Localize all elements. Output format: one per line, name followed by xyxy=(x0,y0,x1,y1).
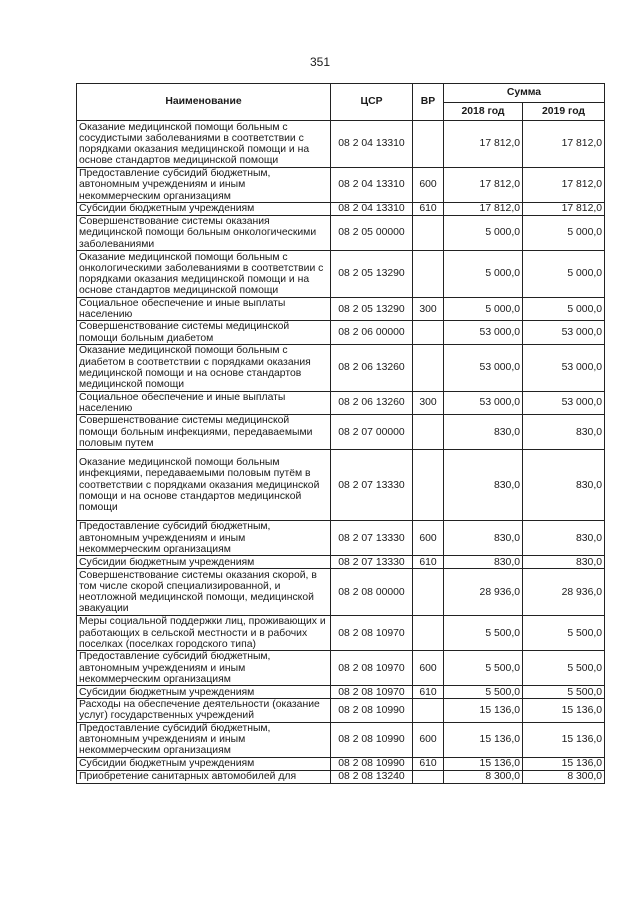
row-amount-2018: 17 812,0 xyxy=(444,121,523,168)
table-row xyxy=(77,391,605,414)
row-vr-code: 600 xyxy=(413,651,444,686)
row-vr-code: 610 xyxy=(413,556,444,569)
row-name: Предоставление субсидий бюджетным, автономным учреждениям и иным некоммерческим организациям xyxy=(77,521,331,556)
table-row xyxy=(77,699,605,722)
row-name: Совершенствование системы медицинской помощи больным диабетом xyxy=(77,321,331,344)
table-row xyxy=(77,770,605,783)
row-vr-code: 300 xyxy=(413,298,444,321)
row-name: Предоставление субсидий бюджетным, автономным учреждениям и иным некоммерческим организациям xyxy=(77,168,331,203)
table-row xyxy=(77,651,605,686)
row-csr-code: 08 2 04 13310 xyxy=(331,168,413,203)
table-row xyxy=(77,344,605,391)
row-amount-2018: 5 500,0 xyxy=(444,686,523,699)
row-amount-2019: 15 136,0 xyxy=(523,699,605,722)
row-csr-code: 08 2 08 10970 xyxy=(331,651,413,686)
row-vr-code xyxy=(413,321,444,344)
header-year-2019: 2019 год xyxy=(523,103,605,121)
table-header-row xyxy=(77,84,605,103)
row-name: Оказание медицинской помощи больным с онкологическими заболеваниями в соответствии с порядками оказания медицинской помощи и на основе стандартов медицинской помощи xyxy=(77,251,331,298)
row-csr-code: 08 2 07 00000 xyxy=(331,415,413,450)
row-vr-code xyxy=(413,251,444,298)
row-amount-2019: 17 812,0 xyxy=(523,121,605,168)
row-name: Совершенствование системы оказания скорой, в том числе скорой специализированной, и неотложной медицинской помощи, медицинской эвакуации xyxy=(77,569,331,616)
header-year-2018: 2018 год xyxy=(444,103,523,121)
row-name: Предоставление субсидий бюджетным, автономным учреждениям и иным некоммерческим организациям xyxy=(77,651,331,686)
row-vr-code xyxy=(413,699,444,722)
row-amount-2019: 5 000,0 xyxy=(523,298,605,321)
table-row xyxy=(77,168,605,203)
row-csr-code: 08 2 05 00000 xyxy=(331,216,413,251)
row-name: Оказание медицинской помощи больным с диабетом в соответствии с порядками оказания медицинской помощи и на основе стандартов медицинской помощи xyxy=(77,344,331,391)
row-name: Расходы на обеспечение деятельности (оказание услуг) государственных учреждений xyxy=(77,699,331,722)
row-csr-code: 08 2 08 10990 xyxy=(331,722,413,757)
row-amount-2018: 15 136,0 xyxy=(444,699,523,722)
row-vr-code xyxy=(413,415,444,450)
row-amount-2018: 15 136,0 xyxy=(444,757,523,770)
table-row xyxy=(77,298,605,321)
table-row xyxy=(77,521,605,556)
row-amount-2018: 5 500,0 xyxy=(444,616,523,651)
row-amount-2018: 28 936,0 xyxy=(444,569,523,616)
table-row xyxy=(77,216,605,251)
row-csr-code: 08 2 05 13290 xyxy=(331,298,413,321)
row-amount-2018: 5 500,0 xyxy=(444,651,523,686)
row-amount-2019: 17 812,0 xyxy=(523,203,605,216)
row-amount-2019: 5 000,0 xyxy=(523,251,605,298)
row-csr-code: 08 2 07 13330 xyxy=(331,450,413,521)
row-csr-code: 08 2 07 13330 xyxy=(331,556,413,569)
row-amount-2019: 53 000,0 xyxy=(523,321,605,344)
table-row xyxy=(77,415,605,450)
row-amount-2018: 15 136,0 xyxy=(444,722,523,757)
row-amount-2018: 53 000,0 xyxy=(444,344,523,391)
row-amount-2018: 830,0 xyxy=(444,450,523,521)
row-name: Совершенствование системы оказания медицинской помощи больным онкологическими заболеваниями xyxy=(77,216,331,251)
row-amount-2019: 15 136,0 xyxy=(523,757,605,770)
row-amount-2018: 17 812,0 xyxy=(444,168,523,203)
row-name: Социальное обеспечение и иные выплаты населению xyxy=(77,298,331,321)
header-sum: Сумма xyxy=(444,84,605,103)
row-vr-code: 600 xyxy=(413,521,444,556)
row-vr-code: 610 xyxy=(413,686,444,699)
row-csr-code: 08 2 04 13310 xyxy=(331,121,413,168)
row-amount-2019: 15 136,0 xyxy=(523,722,605,757)
row-vr-code xyxy=(413,450,444,521)
row-amount-2018: 53 000,0 xyxy=(444,391,523,414)
table-body xyxy=(77,121,605,784)
row-amount-2018: 17 812,0 xyxy=(444,203,523,216)
row-amount-2019: 53 000,0 xyxy=(523,391,605,414)
row-vr-code xyxy=(413,616,444,651)
row-vr-code: 300 xyxy=(413,391,444,414)
row-vr-code: 610 xyxy=(413,203,444,216)
row-amount-2018: 5 000,0 xyxy=(444,251,523,298)
row-name: Предоставление субсидий бюджетным, автономным учреждениям и иным некоммерческим организациям xyxy=(77,722,331,757)
row-vr-code xyxy=(413,121,444,168)
header-name: Наименование xyxy=(77,84,331,121)
row-vr-code xyxy=(413,216,444,251)
row-amount-2019: 5 000,0 xyxy=(523,216,605,251)
table-row xyxy=(77,321,605,344)
row-name: Субсидии бюджетным учреждениям xyxy=(77,686,331,699)
row-vr-code: 600 xyxy=(413,722,444,757)
row-amount-2018: 830,0 xyxy=(444,415,523,450)
page-number: 351 xyxy=(309,55,331,69)
table-row xyxy=(77,203,605,216)
row-csr-code: 08 2 08 10990 xyxy=(331,699,413,722)
table-row xyxy=(77,757,605,770)
row-csr-code: 08 2 06 00000 xyxy=(331,321,413,344)
row-vr-code xyxy=(413,770,444,783)
row-amount-2018: 8 300,0 xyxy=(444,770,523,783)
row-amount-2019: 8 300,0 xyxy=(523,770,605,783)
row-amount-2019: 5 500,0 xyxy=(523,651,605,686)
row-csr-code: 08 2 08 10970 xyxy=(331,686,413,699)
row-csr-code: 08 2 08 00000 xyxy=(331,569,413,616)
row-vr-code: 600 xyxy=(413,168,444,203)
table-row xyxy=(77,616,605,651)
row-name: Оказание медицинской помощи больным с сосудистыми заболеваниями в соответствии с порядками оказания медицинской помощи и на основе стандартов медицинской помощи xyxy=(77,121,331,168)
row-csr-code: 08 2 08 10990 xyxy=(331,757,413,770)
row-vr-code xyxy=(413,569,444,616)
row-name: Субсидии бюджетным учреждениям xyxy=(77,203,331,216)
row-amount-2019: 53 000,0 xyxy=(523,344,605,391)
row-amount-2019: 5 500,0 xyxy=(523,616,605,651)
row-name: Совершенствование системы медицинской помощи больным инфекциями, передаваемыми половым путем xyxy=(77,415,331,450)
header-vr: ВР xyxy=(413,84,444,121)
table-row xyxy=(77,450,605,521)
row-amount-2019: 830,0 xyxy=(523,450,605,521)
row-name: Меры социальной поддержки лиц, проживающих и работающих в сельской местности и в рабочих поселках (поселках городского типа) xyxy=(77,616,331,651)
row-name: Субсидии бюджетным учреждениям xyxy=(77,556,331,569)
row-csr-code: 08 2 07 13330 xyxy=(331,521,413,556)
row-amount-2019: 28 936,0 xyxy=(523,569,605,616)
row-amount-2019: 5 500,0 xyxy=(523,686,605,699)
row-amount-2018: 830,0 xyxy=(444,556,523,569)
row-amount-2018: 53 000,0 xyxy=(444,321,523,344)
table-row xyxy=(77,569,605,616)
row-name: Оказание медицинской помощи больным инфекциями, передаваемыми половым путём в соответствии с порядками оказания медицинской помощи и на основе стандартов медицинской помощи xyxy=(77,450,331,521)
row-vr-code xyxy=(413,344,444,391)
row-csr-code: 08 2 06 13260 xyxy=(331,391,413,414)
row-amount-2018: 5 000,0 xyxy=(444,216,523,251)
row-amount-2019: 830,0 xyxy=(523,556,605,569)
row-csr-code: 08 2 04 13310 xyxy=(331,203,413,216)
row-amount-2018: 830,0 xyxy=(444,521,523,556)
row-name: Приобретение санитарных автомобилей для xyxy=(77,770,331,783)
table-row xyxy=(77,556,605,569)
row-csr-code: 08 2 08 13240 xyxy=(331,770,413,783)
row-amount-2018: 5 000,0 xyxy=(444,298,523,321)
row-name: Субсидии бюджетным учреждениям xyxy=(77,757,331,770)
table-row xyxy=(77,722,605,757)
row-amount-2019: 830,0 xyxy=(523,521,605,556)
table-row xyxy=(77,251,605,298)
row-csr-code: 08 2 06 13260 xyxy=(331,344,413,391)
budget-table xyxy=(76,83,605,784)
row-csr-code: 08 2 05 13290 xyxy=(331,251,413,298)
row-amount-2019: 830,0 xyxy=(523,415,605,450)
header-csr: ЦСР xyxy=(331,84,413,121)
row-vr-code: 610 xyxy=(413,757,444,770)
row-csr-code: 08 2 08 10970 xyxy=(331,616,413,651)
table-row xyxy=(77,686,605,699)
row-name: Социальное обеспечение и иные выплаты населению xyxy=(77,391,331,414)
table-row xyxy=(77,121,605,168)
row-amount-2019: 17 812,0 xyxy=(523,168,605,203)
